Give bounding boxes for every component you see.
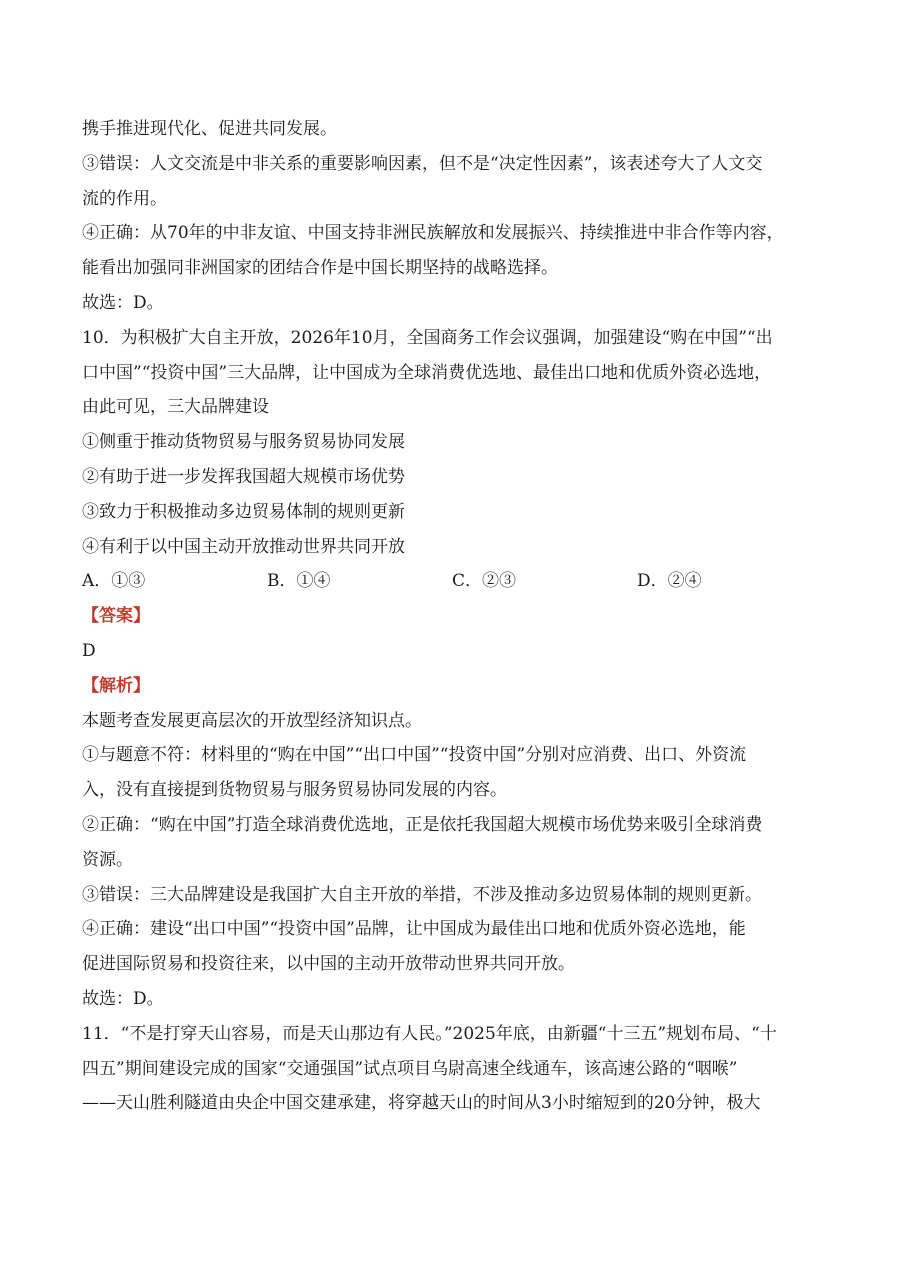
analysis-line: 本题考查发展更高层次的开放型经济知识点。	[82, 710, 422, 731]
question-stem-line: 10．为积极扩大自主开放，2026年10月，全国商务工作会议强调，加强建设“购在中国”“出	[82, 327, 773, 348]
analysis-line: ④正确：建设“出口中国”“投资中国”品牌，让中国成为最佳出口地和优质外资必选地，能	[82, 919, 746, 940]
analysis-line: ①与题意不符：材料里的“购在中国”“出口中国”“投资中国”分别对应消费、出口、外资流	[82, 745, 747, 766]
question-stem-line: ——天山胜利隧道由央企中国交建承建，将穿越天山的时间从3小时缩短到的20分钟，极大	[82, 1093, 761, 1114]
text-line: 能看出加强同非洲国家的团结合作是中国长期坚持的战略选择。	[82, 258, 558, 279]
analysis-line: 入，没有直接提到货物贸易与服务贸易协同发展的内容。	[82, 780, 507, 801]
question-stem-line: 由此可见，三大品牌建设	[82, 397, 269, 418]
option-a: A．①③	[82, 571, 146, 592]
analysis-line: ②正确：“购在中国”打造全球消费优选地，正是依托我国超大规模市场优势来吸引全球消费	[82, 814, 763, 835]
answer-heading: 【答案】	[82, 606, 150, 627]
option-b: B．①④	[267, 571, 331, 592]
statement-item: ②有助于进一步发挥我国超大规模市场优势	[82, 466, 405, 487]
text-line: 流的作用。	[82, 188, 167, 209]
analysis-heading: 【解析】	[82, 675, 150, 696]
answer-options	[82, 564, 822, 599]
analysis-line: ③错误：三大品牌建设是我国扩大自主开放的举措，不涉及推动多边贸易体制的规则更新。	[82, 884, 762, 905]
text-line: ③错误：人文交流是中非关系的重要影响因素，但不是“决定性因素”，该表述夸大了人文交	[82, 153, 763, 174]
option-d: D．②④	[637, 571, 702, 592]
answer-value: D	[82, 640, 96, 661]
question-10	[82, 321, 822, 1017]
statement-item: ③致力于积极推动多边贸易体制的规则更新	[82, 501, 405, 522]
question-stem-line: 四五”期间建设完成的国家“交通强国”试点项目乌尉高速全线通车，该高速公路的“咽喉”	[82, 1058, 738, 1079]
text-line: 携手推进现代化、促进共同发展。	[82, 119, 337, 139]
text-line: 故选：D。	[82, 292, 164, 313]
analysis-line: 故选：D。	[82, 988, 164, 1009]
option-c: C．②③	[452, 571, 517, 592]
analysis-line: 促进国际贸易和投资往来，以中国的主动开放带动世界共同开放。	[82, 954, 575, 975]
question-stem-line: 口中国”“投资中国”三大品牌，让中国成为全球消费优选地、最佳出口地和优质外资必选地，	[82, 362, 772, 383]
question-stem-line: 11．“不是打穿天山容易，而是天山那边有人民。”2025年底，由新疆“十三五”规划布局、“十	[82, 1023, 777, 1044]
text-line: ④正确：从70年的中非友谊、中国支持非洲民族解放和发展振兴、持续推进中非合作等内容，	[82, 223, 784, 244]
previous-analysis-continued	[82, 112, 822, 321]
statement-item: ①侧重于推动货物贸易与服务贸易协同发展	[82, 432, 405, 453]
question-11	[82, 1017, 822, 1121]
analysis-line: 资源。	[82, 849, 133, 870]
statement-item: ④有利于以中国主动开放推动世界共同开放	[82, 536, 405, 557]
document-page	[82, 112, 822, 1121]
